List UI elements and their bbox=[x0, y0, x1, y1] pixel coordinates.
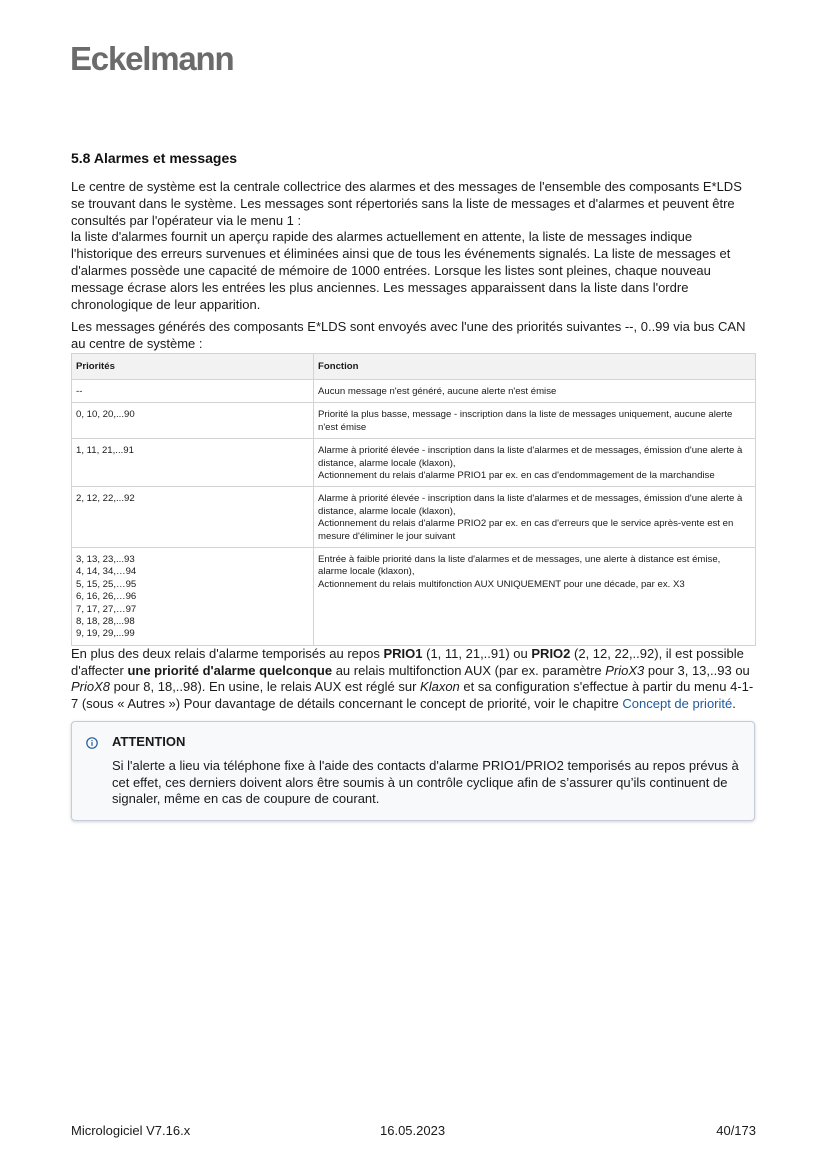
main-content bbox=[71, 179, 757, 821]
function-cell: Aucun message n'est généré, aucune alerte n'est émise bbox=[314, 379, 756, 402]
intro-paragraph-2: la liste d'alarmes fournit un aperçu rapide des alarmes actuellement en attente, la liste de messages indique l'historique des erreurs survenues et éliminées ainsi que de tous les événements signalés. La liste de messages et d'alarmes possède une capacité de mémoire de 1000 entrées. Lorsque les listes sont pleines, chaque nouveau message écrase alors les entrées les plus anciennes. Les messages apparaissent dans la liste dans l'ordre chronologique de leur apparition. bbox=[71, 229, 731, 312]
table-header-fonction: Fonction bbox=[314, 353, 756, 379]
info-icon bbox=[86, 737, 98, 749]
callout-title: ATTENTION bbox=[112, 734, 186, 750]
company-logo: Eckelmann bbox=[70, 40, 234, 77]
priority-cell: -- bbox=[72, 379, 314, 402]
footer-date: 16.05.2023 bbox=[380, 1123, 446, 1138]
function-cell: Priorité la plus basse, message - inscription dans la liste de messages uniquement, aucune alerte n'est émise bbox=[314, 403, 756, 439]
relay-paragraph: En plus des deux relais d'alarme temporisés au repos PRIO1 (1, 11, 21,..91) ou PRIO2 (2, 12, 22,..92), il est possible d'affecter une priorité d'alarme quelconque au relais multifonction AUX (par ex. paramètre PrioX3 pour 3, 13,..93 ou PrioX8 pour 8, 18,..98). En usine, le relais AUX est réglé sur Klaxon et sa configuration s'effectue à partir du menu 4-1-7 (sous « Autres ») Pour davantage de détails concernant le concept de priorité, voir le chapitre Concept de priorité. bbox=[71, 645, 754, 712]
intro-paragraph-1: Le centre de système est la centrale collectrice des alarmes et des messages de l'ensemble des composants E*LDS se trouvant dans le système. Les messages sont répertoriés sans la liste de messages et d'alarmes et peuvent être consultés par l'opérateur via le menu 1 : bbox=[71, 179, 742, 228]
priority-cell: 0, 10, 20,...90 bbox=[72, 403, 314, 439]
table-row bbox=[72, 548, 756, 646]
table-row bbox=[72, 403, 756, 439]
priority-cell: 3, 13, 23,...93 4, 14, 34,…94 5, 15, 25,…95 6, 16, 26,…96 7, 17, 27,…97 8, 18, 28,...98 9, 19, 29,...99 bbox=[72, 548, 314, 646]
footer-page-number: 40/173 bbox=[716, 1123, 756, 1138]
table-row bbox=[72, 487, 756, 548]
function-cell: Alarme à priorité élevée - inscription dans la liste d'alarmes et de messages, émission d'une alerte à distance, alarme locale (klaxon), Actionnement du relais d'alarme PRIO2 par ex. en cas d'erreurs que le service après-vente est en mesure d'éliminer le jour suivant bbox=[314, 487, 756, 548]
priority-concept-link[interactable]: Concept de priorité bbox=[622, 696, 733, 712]
table-header-row bbox=[72, 353, 756, 379]
table-row bbox=[72, 379, 756, 402]
function-cell: Alarme à priorité élevée - inscription dans la liste d'alarmes et de messages, émission d'une alerte à distance, alarme locale (klaxon), Actionnement du relais d'alarme PRIO1 par ex. en cas d'endommagement de la marchandise bbox=[314, 439, 756, 487]
priority-cell: 1, 11, 21,...91 bbox=[72, 439, 314, 487]
table-header-priorites: Priorités bbox=[72, 353, 314, 379]
function-cell: Entrée à faible priorité dans la liste d'alarmes et de messages, une alerte à distance est émise, alarme locale (klaxon), Actionnement du relais multifonction AUX UNIQUEMENT pour une décade, par ex. X3 bbox=[314, 548, 756, 646]
section-heading: 5.8 Alarmes et messages bbox=[71, 150, 238, 166]
footer-version: Micrologiciel V7.16.x bbox=[71, 1123, 191, 1138]
callout-body: Si l'alerte a lieu via téléphone fixe à l'aide des contacts d'alarme PRIO1/PRIO2 temporisés au repos prévus à cet effet, ces derniers doivent alors être soumis à un contrôle cyclique afin de s’assurer qu’ils continuent de signaler, même en cas de coupure de courant. bbox=[112, 757, 739, 807]
priority-cell: 2, 12, 22,...92 bbox=[72, 487, 314, 548]
attention-callout bbox=[71, 721, 755, 821]
table-row bbox=[72, 439, 756, 487]
intro-paragraph-3: Les messages générés des composants E*LDS sont envoyés avec l'une des priorités suivantes --, 0..99 via bus CAN au centre de système : bbox=[71, 319, 746, 352]
priority-table bbox=[71, 353, 756, 646]
